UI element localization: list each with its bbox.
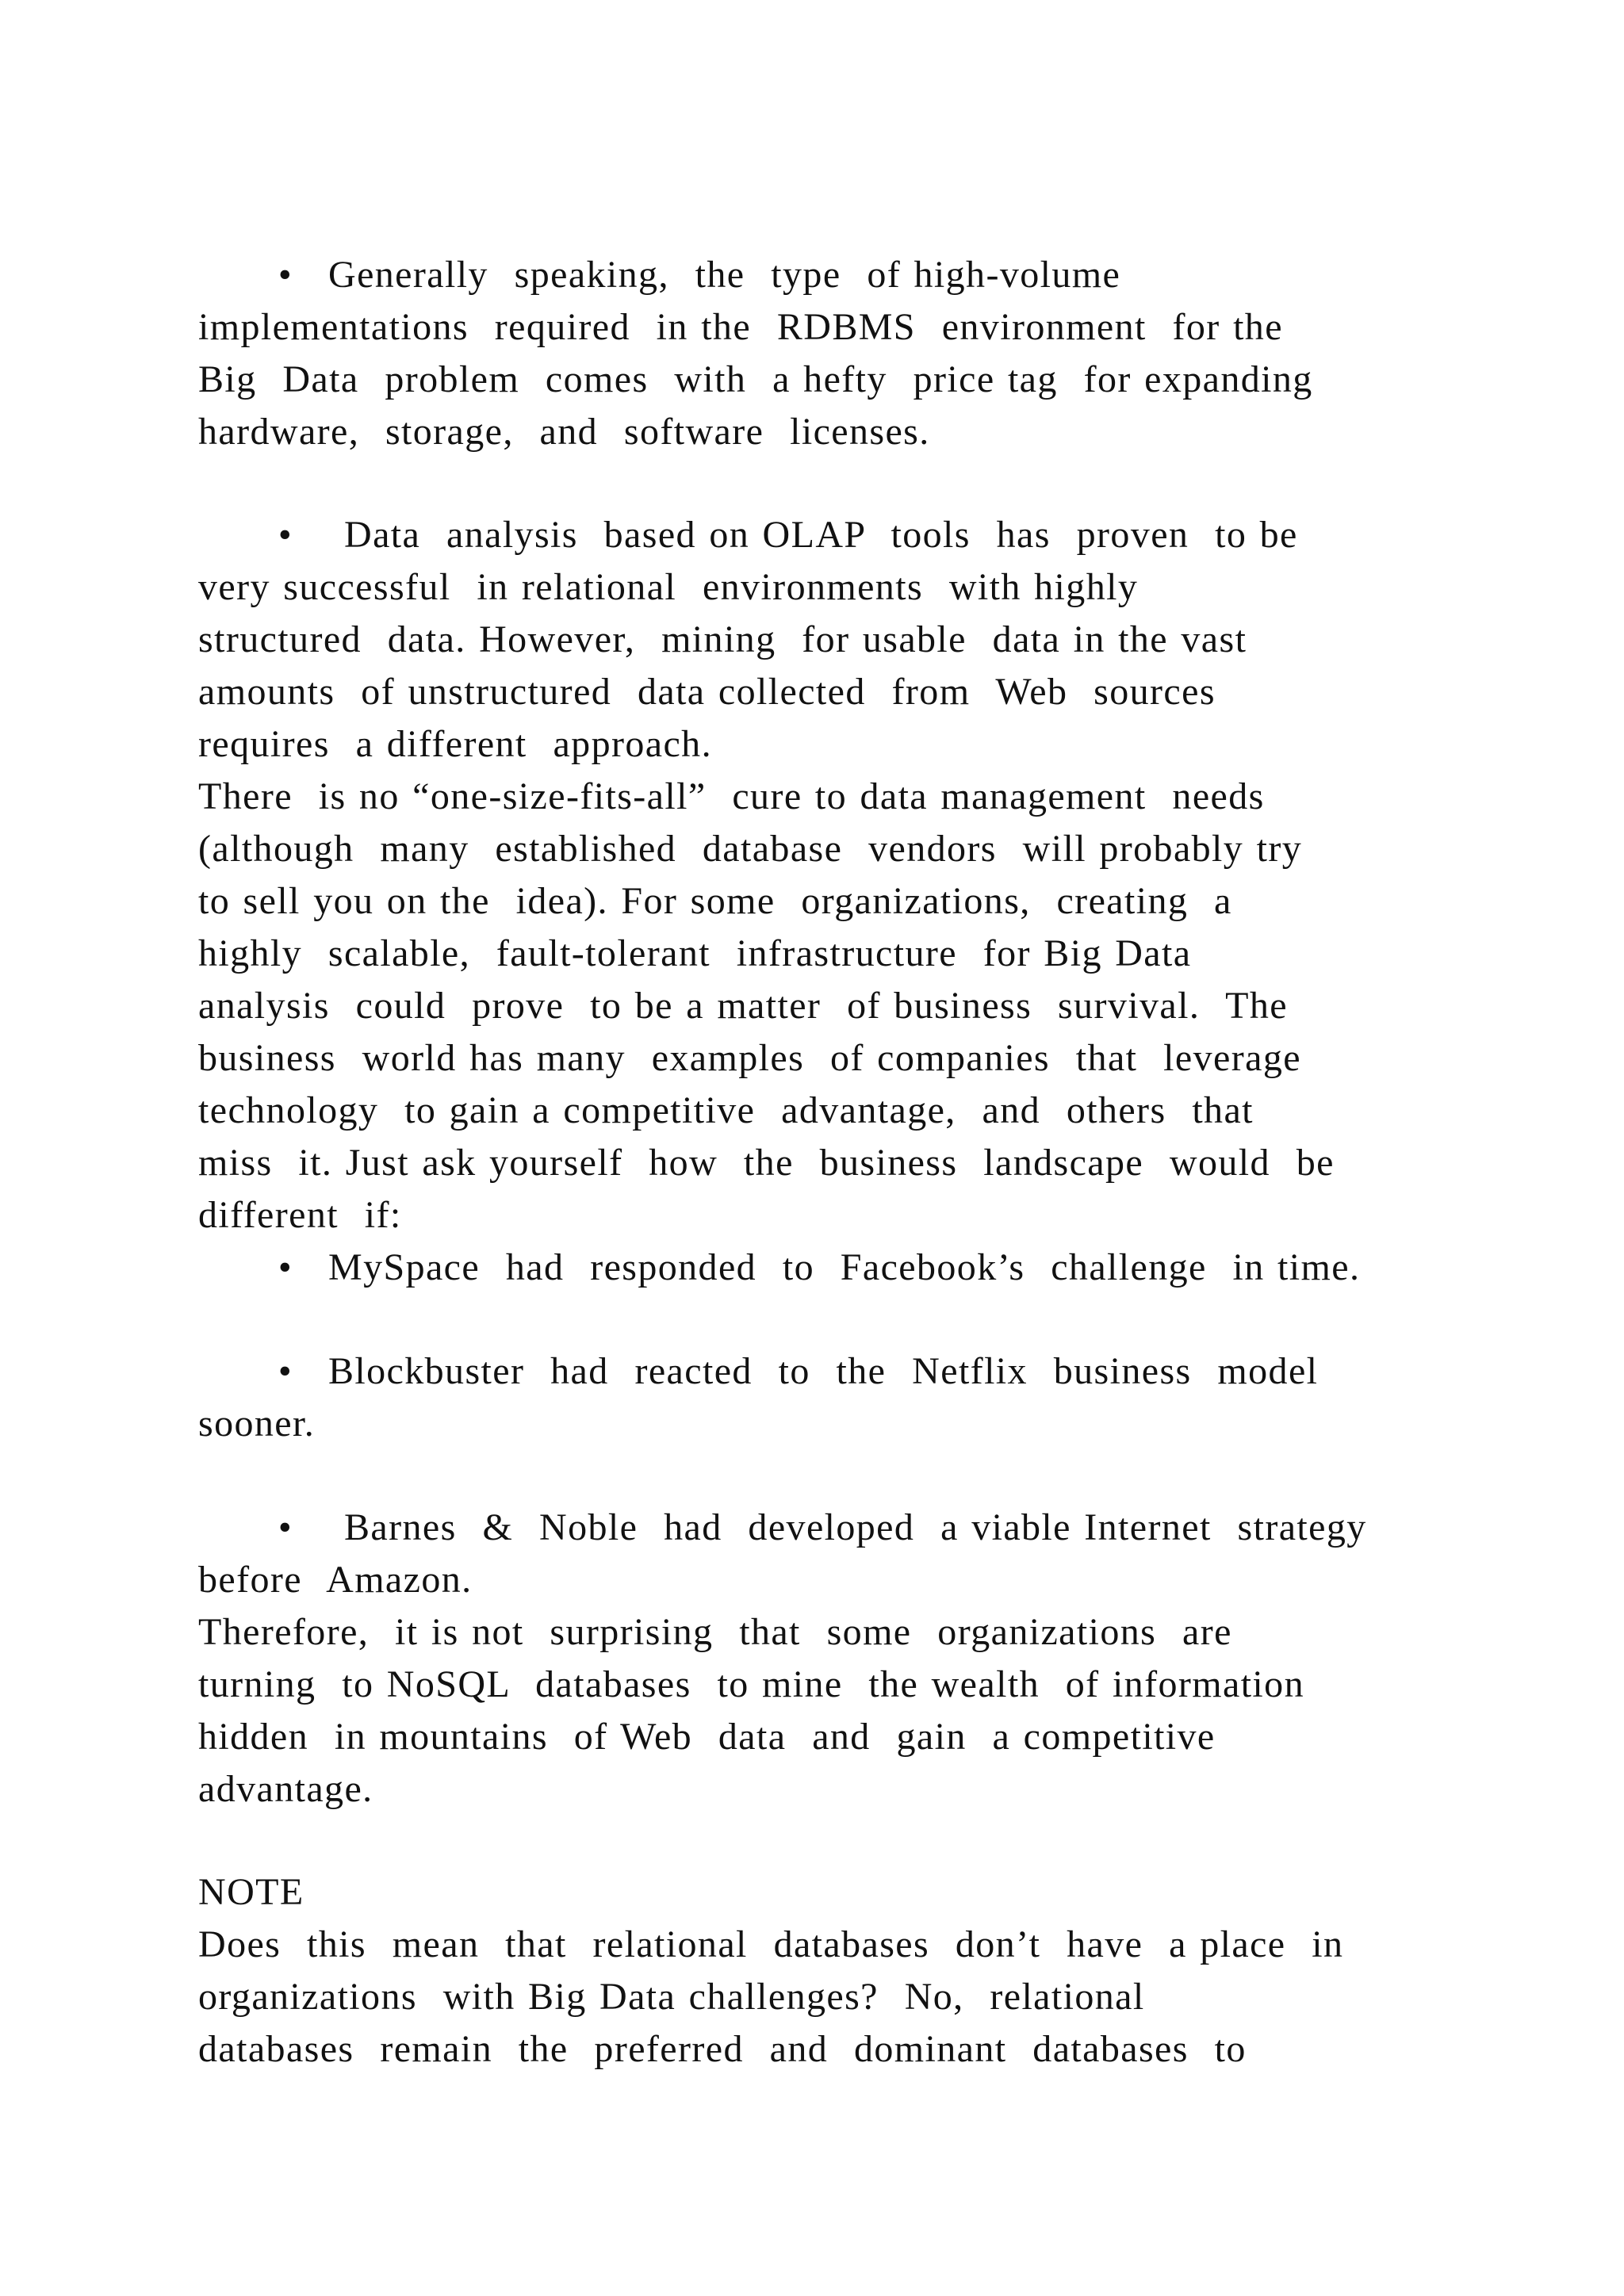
text-line: (although many established database vendors will probably try xyxy=(198,828,1303,870)
text-line: to sell you on the idea). For some organizations, creating a xyxy=(198,880,1232,922)
bullet-glyph: • xyxy=(278,514,293,556)
text-line: implementations required in the RDBMS environment for the xyxy=(198,306,1283,348)
text-line: Generally speaking, the type of high-volume xyxy=(328,254,1121,296)
text-line: There is no “one-size-fits-all” cure to data management needs xyxy=(198,775,1265,817)
text-line: miss it. Just ask yourself how the business landscape would be xyxy=(198,1142,1335,1184)
text-line: different if: xyxy=(198,1194,402,1236)
text-line: Barnes & Noble had developed a viable Internet strategy xyxy=(344,1506,1367,1548)
bullet-line xyxy=(198,1244,1360,1292)
text-line: requires a different approach. xyxy=(198,723,712,765)
text-line: before Amazon. xyxy=(198,1559,473,1601)
text-line: amounts of unstructured data collected from Web sources xyxy=(198,671,1216,713)
text-line: highly scalable, fault-tolerant infrastructure for Big Data xyxy=(198,932,1192,974)
text-line: structured data. However, mining for usable data in the vast xyxy=(198,618,1247,660)
text-line: advantage. xyxy=(198,1768,373,1810)
text-line: Blockbuster had reacted to the Netflix business model xyxy=(328,1350,1319,1392)
text-line: hardware, storage, and software licenses. xyxy=(198,411,930,453)
bullet-glyph: • xyxy=(278,1350,293,1392)
bullet-line xyxy=(198,1504,1367,1552)
text-line: Data analysis based on OLAP tools has proven to be xyxy=(344,514,1298,556)
text-line: databases remain the preferred and dominant databases to xyxy=(198,2028,1247,2070)
bullet-line xyxy=(198,1348,1318,1395)
text-line: business world has many examples of companies that leverage xyxy=(198,1037,1301,1079)
bullet-line xyxy=(198,511,1298,559)
text-line: Does this mean that relational databases don’t have a place in xyxy=(198,1923,1344,1965)
text-line: very successful in relational environments with highly xyxy=(198,566,1139,608)
text-line: Therefore, it is not surprising that some organizations are xyxy=(198,1611,1232,1653)
text-line: hidden in mountains of Web data and gain a competitive xyxy=(198,1716,1216,1758)
text-line: analysis could prove to be a matter of business survival. The xyxy=(198,985,1288,1027)
bullet-glyph: • xyxy=(278,254,293,296)
bullet-line xyxy=(198,251,1120,299)
bullet-glyph: • xyxy=(278,1506,293,1548)
text-line: turning to NoSQL databases to mine the wealth of information xyxy=(198,1663,1304,1705)
text-line: sooner. xyxy=(198,1402,316,1445)
note-heading: NOTE xyxy=(198,1871,304,1913)
text-line: technology to gain a competitive advantage, and others that xyxy=(198,1089,1254,1131)
text-line: Big Data problem comes with a hefty price tag for expanding xyxy=(198,358,1313,400)
text-line: organizations with Big Data challenges? No, relational xyxy=(198,1976,1145,2018)
bullet-glyph: • xyxy=(278,1246,293,1288)
text-line: MySpace had responded to Facebook’s challenge in time. xyxy=(328,1246,1361,1288)
